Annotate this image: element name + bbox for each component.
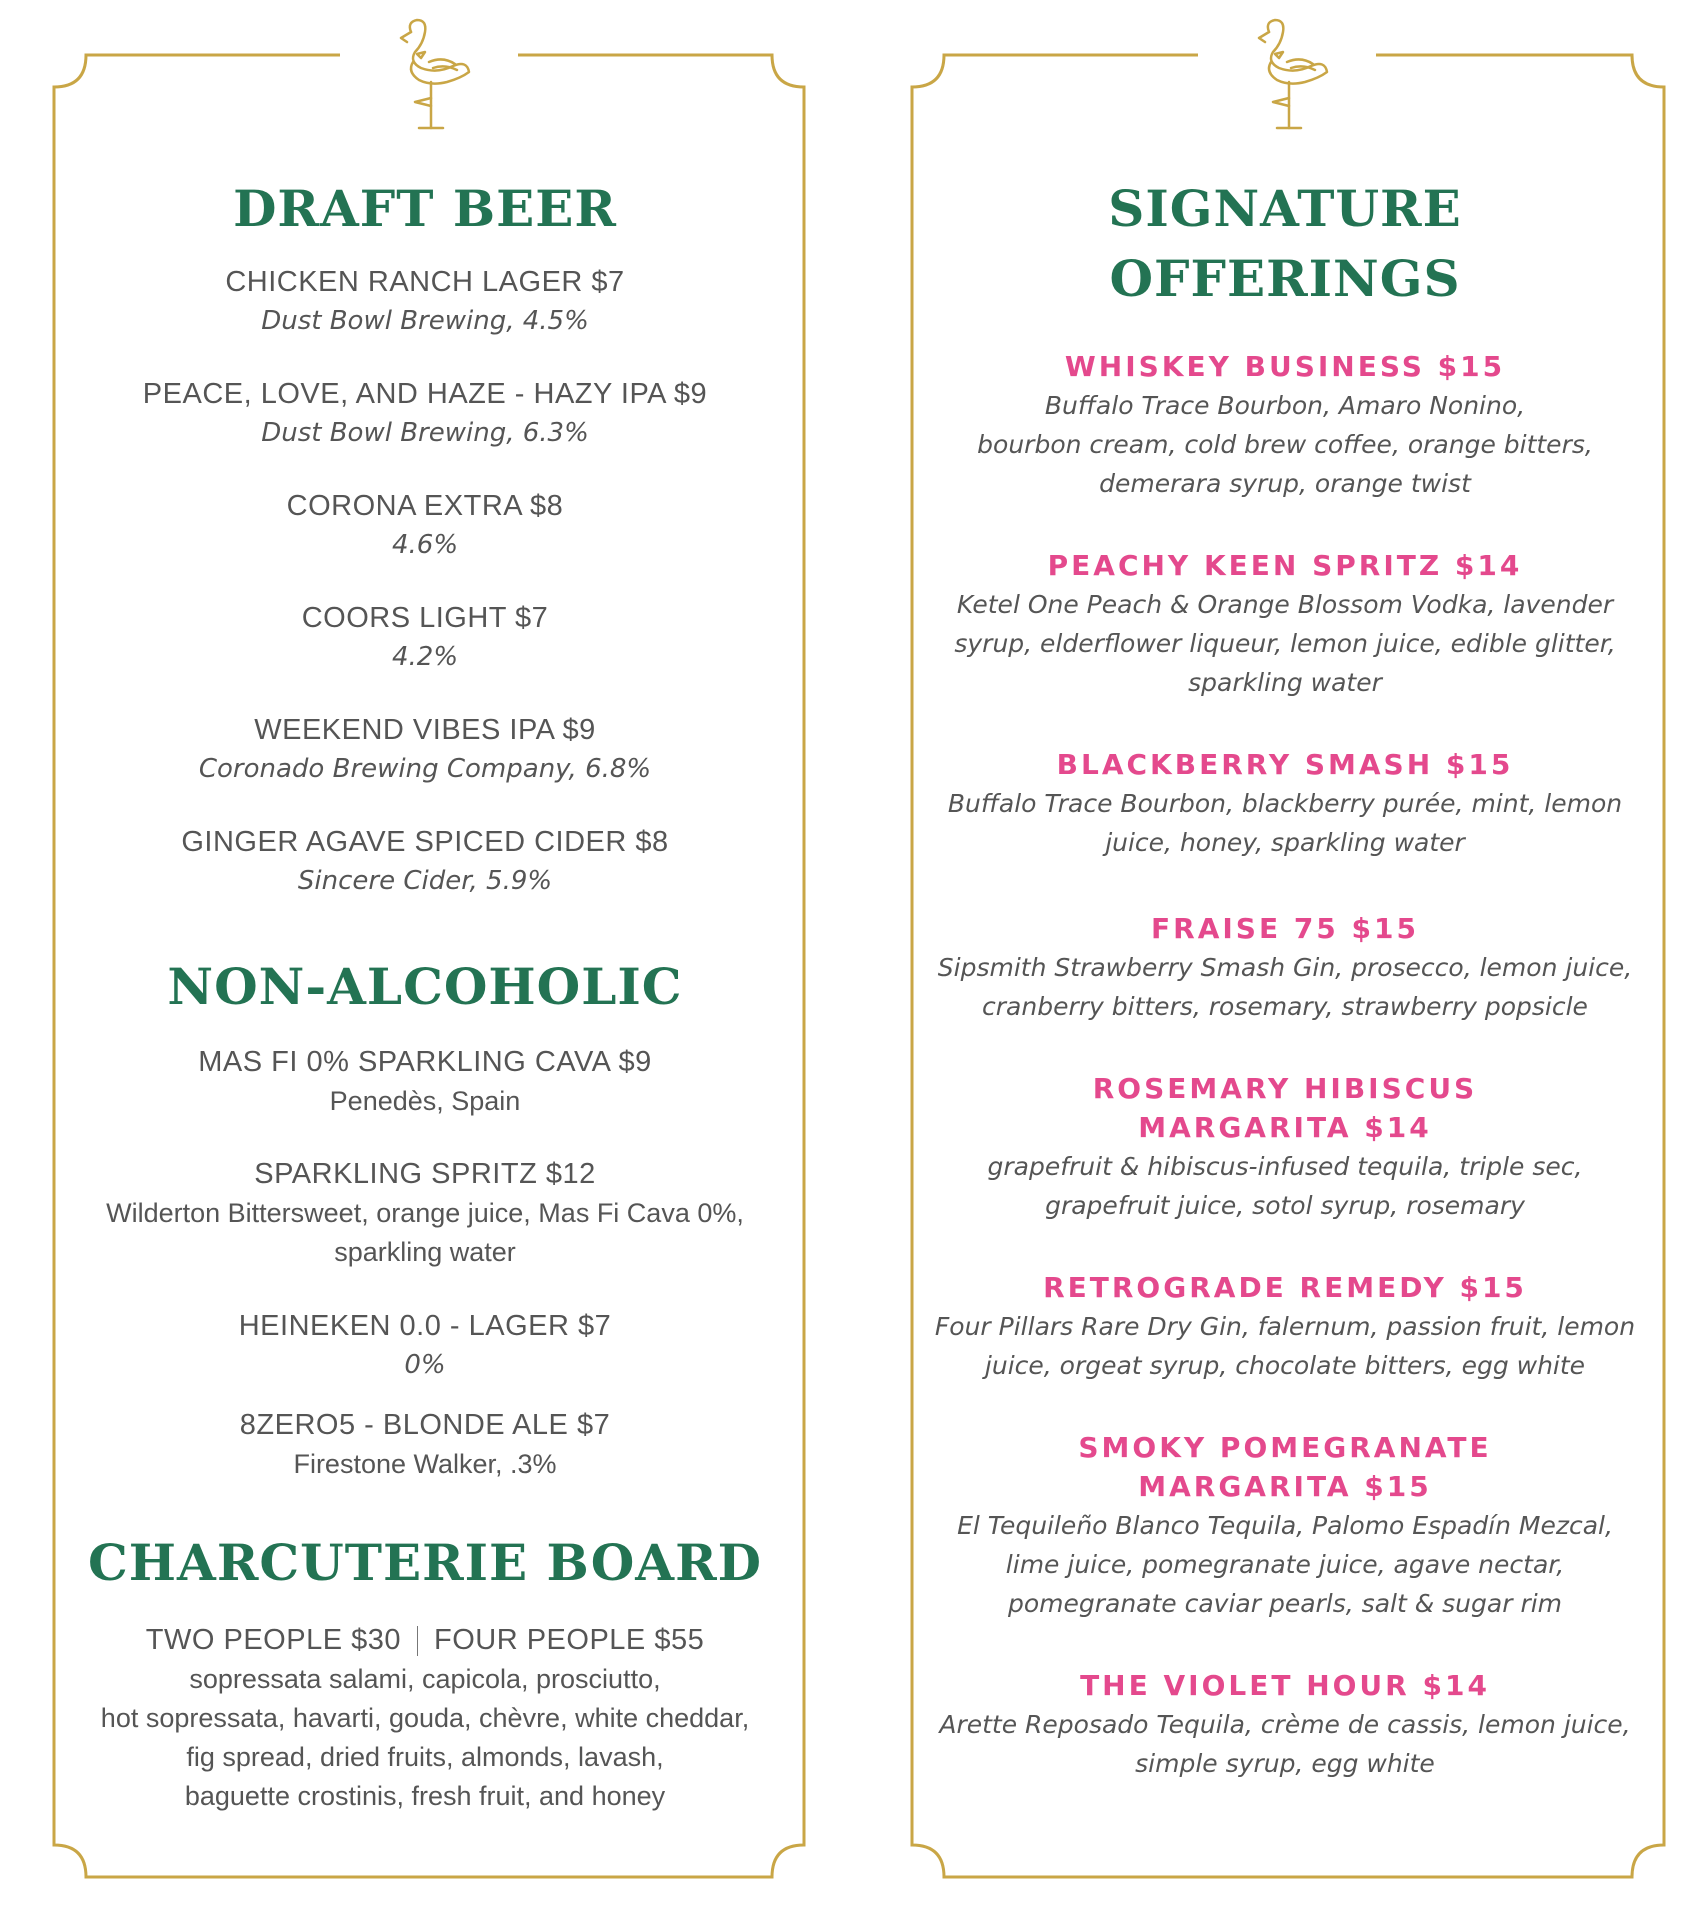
cocktail-name: ROSEMARY HIBISCUS (1092, 1072, 1478, 1105)
item-description: Sincere Cider, 5.9% (297, 866, 553, 896)
cocktail-name: PEACHY KEEN SPRITZ $14 (1047, 549, 1523, 582)
item-description: Firestone Walker, .3% (293, 1449, 557, 1479)
item-name: GINGER AGAVE SPICED CIDER $8 (181, 826, 669, 858)
cocktail-description: Four Pillars Rare Dry Gin, falernum, passion fruit, lemon (934, 1312, 1636, 1341)
item-description: sopressata salami, capicola, prosciutto, (189, 1664, 661, 1694)
menu-item (60, 1307, 790, 1385)
item-name: HEINEKEN 0.0 - LAGER $7 (238, 1310, 612, 1342)
item-name: PEACE, LOVE, AND HAZE - HAZY IPA $9 (142, 378, 708, 410)
charcuterie-item (60, 1621, 790, 1816)
cocktail-description: syrup, elderflower liqueur, lemon juice, edible glitter, (954, 629, 1616, 658)
title-line: OFFERINGS (1109, 249, 1461, 308)
cocktail-description: pomegranate caviar pearls, salt & sugar rim (1007, 1589, 1563, 1618)
charcuterie-prices (60, 1621, 790, 1660)
item-description: Dust Bowl Brewing, 6.3% (261, 418, 589, 448)
item-name: CORONA EXTRA $8 (286, 490, 564, 522)
menu-item (60, 1406, 790, 1484)
cocktail-name: FRAISE 75 $15 (1151, 912, 1419, 945)
cocktail-description: demerara syrup, orange twist (1099, 469, 1471, 498)
item-description: 0% (404, 1350, 446, 1380)
menu-item (60, 1155, 790, 1272)
cocktail-description: juice, honey, sparkling water (1105, 828, 1465, 857)
cocktail-description: juice, orgeat syrup, chocolate bitters, egg white (984, 1351, 1586, 1380)
item-name: COORS LIGHT $7 (301, 602, 549, 634)
cocktail-name: MARGARITA $14 (1138, 1111, 1432, 1144)
cocktail-name: WHISKEY BUSINESS $15 (1064, 350, 1506, 383)
cocktail-item (920, 909, 1650, 1026)
cocktail-item (920, 1268, 1650, 1385)
menu-item (60, 375, 790, 453)
item-description: Coronado Brewing Company, 6.8% (198, 754, 652, 784)
cocktail-description: cranberry bitters, rosemary, strawberry popsicle (982, 992, 1588, 1021)
menu-item (60, 487, 790, 565)
cocktail-name: SMOKY POMEGRANATE (1078, 1431, 1492, 1464)
item-description: fig spread, dried fruits, almonds, lavash, (186, 1742, 664, 1772)
cocktail-item (920, 1069, 1650, 1225)
signature-offerings-title (920, 174, 1650, 314)
item-description: 4.6% (391, 530, 459, 560)
flamingo-icon (1259, 20, 1327, 128)
cocktail-item (920, 347, 1650, 503)
menu-item (60, 599, 790, 677)
flamingo-icon (401, 20, 469, 128)
menu-item (60, 263, 790, 341)
cocktail-description: grapefruit juice, sotol syrup, rosemary (1045, 1191, 1525, 1220)
price-four-people: FOUR PEOPLE $55 (433, 1624, 705, 1656)
title-line: SIGNATURE (1108, 179, 1462, 238)
cocktail-item (920, 1428, 1650, 1623)
cocktail-description: simple syrup, egg white (1135, 1749, 1435, 1778)
item-description: 4.2% (391, 642, 459, 672)
non-alcoholic-title: NON-ALCOHOLIC (167, 957, 683, 1016)
cocktail-name: RETROGRADE REMEDY $15 (1043, 1271, 1527, 1304)
cocktail-description: Buffalo Trace Bourbon, blackberry purée, mint, lemon (947, 789, 1623, 818)
menu-item (60, 711, 790, 789)
cocktail-description: lime juice, pomegranate juice, agave nectar, (1005, 1550, 1565, 1579)
menu-item (60, 1043, 790, 1121)
draft-beer-title: DRAFT BEER (233, 179, 617, 238)
cocktail-item (920, 546, 1650, 702)
cocktail-name: BLACKBERRY SMASH $15 (1056, 748, 1514, 781)
cocktail-description: sparkling water (1188, 668, 1382, 697)
cocktail-description: Buffalo Trace Bourbon, Amaro Nonino, (1044, 391, 1526, 420)
item-name: MAS FI 0% SPARKLING CAVA $9 (198, 1046, 652, 1078)
item-description: hot sopressata, havarti, gouda, chèvre, white cheddar, (100, 1703, 750, 1733)
cocktail-name: THE VIOLET HOUR $14 (1080, 1669, 1490, 1702)
cocktail-item (920, 1666, 1650, 1783)
cocktail-description: bourbon cream, cold brew coffee, orange bitters, (977, 430, 1593, 459)
cocktail-description: grapefruit & hibiscus-infused tequila, triple sec, (987, 1152, 1583, 1181)
cocktail-description: Arette Reposado Tequila, crème de cassis, lemon juice, (939, 1710, 1631, 1739)
item-name: 8ZERO5 - BLONDE ALE $7 (239, 1409, 611, 1441)
cocktail-description: El Tequileño Blanco Tequila, Palomo Espadín Mezcal, (957, 1511, 1613, 1540)
price-two-people: TWO PEOPLE $30 (145, 1624, 401, 1656)
cocktail-name: MARGARITA $15 (1138, 1470, 1432, 1503)
item-name: SPARKLING SPRITZ $12 (254, 1158, 596, 1190)
cocktail-description: Ketel One Peach & Orange Blossom Vodka, lavender (956, 590, 1614, 619)
item-name: WEEKEND VIBES IPA $9 (254, 714, 596, 746)
item-name: CHICKEN RANCH LAGER $7 (225, 266, 625, 298)
item-description: baguette crostinis, fresh fruit, and honey (184, 1781, 666, 1811)
item-description: sparkling water (334, 1237, 516, 1267)
item-description: Wilderton Bittersweet, orange juice, Mas Fi Cava 0%, (106, 1198, 744, 1228)
divider (417, 1626, 418, 1656)
item-description: Dust Bowl Brewing, 4.5% (261, 306, 589, 336)
charcuterie-title: CHARCUTERIE BOARD (87, 1533, 762, 1592)
menu-item (60, 823, 790, 901)
cocktail-description: Sipsmith Strawberry Smash Gin, prosecco, lemon juice, (937, 953, 1633, 982)
item-description: Penedès, Spain (329, 1086, 521, 1116)
cocktail-item (920, 745, 1650, 862)
